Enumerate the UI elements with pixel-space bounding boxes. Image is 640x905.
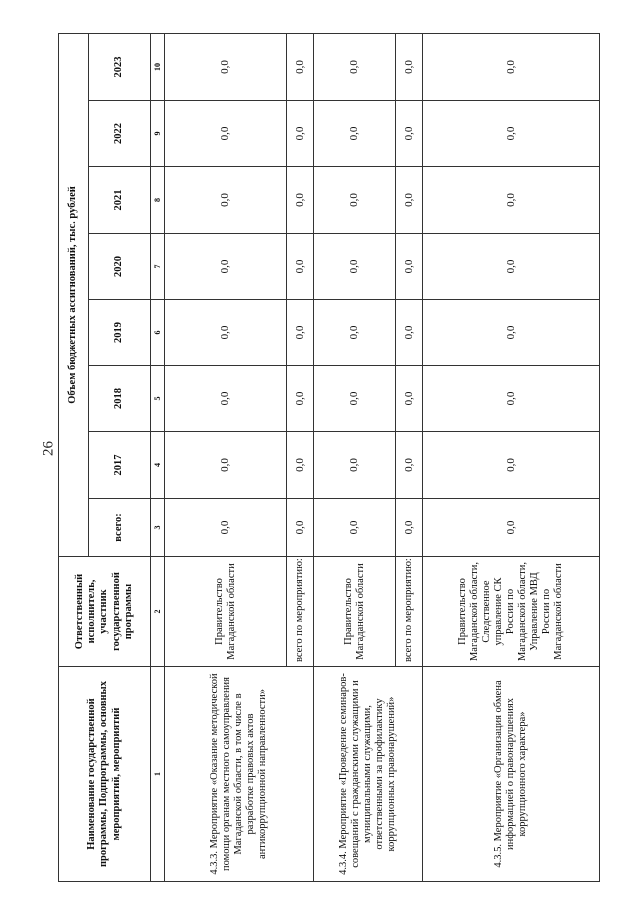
- col-number: 1: [151, 667, 165, 882]
- header-year-2023: 2023: [89, 33, 151, 100]
- total-label: всего по мероприятию:: [287, 557, 314, 667]
- value-2019: 0,0: [423, 300, 600, 366]
- header-year-2019: 2019: [89, 300, 151, 366]
- value-2023: 0,0: [287, 33, 314, 100]
- value-2017: 0,0: [165, 432, 287, 499]
- value-total: 0,0: [287, 499, 314, 557]
- value-2018: 0,0: [165, 366, 287, 432]
- header-name-column: Наименование государственной программы, Подпрограммы, основных мероприятий, мероприятий: [59, 667, 151, 882]
- value-2018: 0,0: [396, 366, 423, 432]
- col-number: 5: [151, 366, 165, 432]
- value-2021: 0,0: [396, 167, 423, 234]
- value-2023: 0,0: [314, 33, 396, 100]
- header-total: всего:: [89, 499, 151, 557]
- value-2021: 0,0: [314, 167, 396, 234]
- table-row: [423, 33, 600, 881]
- activity-name: 4.3.5. Мероприятие «Организация обмена информацией о правонарушениях коррупционного характера»: [423, 667, 600, 882]
- value-2023: 0,0: [423, 33, 600, 100]
- value-total: 0,0: [165, 499, 287, 557]
- activity-name: 4.3.3. Мероприятие «Оказание методической помощи органам местного самоуправления Магаданской области, в том числе в разработке правовых актов антикоррупционной направленности»: [165, 667, 314, 882]
- value-2022: 0,0: [165, 101, 287, 167]
- value-total: 0,0: [423, 499, 600, 557]
- table-row: [314, 33, 396, 881]
- value-2020: 0,0: [396, 234, 423, 300]
- value-2022: 0,0: [396, 101, 423, 167]
- header-year-2021: 2021: [89, 167, 151, 234]
- table-row: [165, 33, 287, 881]
- col-number: 9: [151, 101, 165, 167]
- value-total: 0,0: [396, 499, 423, 557]
- header-year-2020: 2020: [89, 234, 151, 300]
- value-2017: 0,0: [423, 432, 600, 499]
- page-number: 26: [40, 441, 57, 456]
- col-number: 7: [151, 234, 165, 300]
- value-2021: 0,0: [287, 167, 314, 234]
- value-2017: 0,0: [287, 432, 314, 499]
- executor: Правительство Магаданской области, Следственное управление СК России по Магаданской области, Управление МВД России по Магаданской области: [423, 557, 600, 667]
- activity-name: 4.3.4. Мероприятие «Проведение семинаров-совещаний с гражданскими служащими и муниципальными служащими, ответственными за профилактику коррупционных правонарушений»: [314, 667, 423, 882]
- col-number: 2: [151, 557, 165, 667]
- executor: Правительство Магаданской области: [314, 557, 396, 667]
- value-2019: 0,0: [396, 300, 423, 366]
- value-2023: 0,0: [396, 33, 423, 100]
- value-2023: 0,0: [165, 33, 287, 100]
- value-2019: 0,0: [165, 300, 287, 366]
- header-year-2022: 2022: [89, 101, 151, 167]
- value-2020: 0,0: [314, 234, 396, 300]
- budget-table: [58, 33, 600, 882]
- value-2018: 0,0: [314, 366, 396, 432]
- value-2020: 0,0: [287, 234, 314, 300]
- col-number: 10: [151, 33, 165, 100]
- value-2018: 0,0: [287, 366, 314, 432]
- header-executor-column: Ответственный исполнитель, участник государственной программы: [59, 557, 151, 667]
- total-label: всего по мероприятию:: [396, 557, 423, 667]
- value-2022: 0,0: [314, 101, 396, 167]
- value-2018: 0,0: [423, 366, 600, 432]
- header-budget-group: Объем бюджетных ассигнований, тыс. рублей: [59, 33, 89, 556]
- executor: Правительство Магаданской области: [165, 557, 287, 667]
- value-2020: 0,0: [165, 234, 287, 300]
- value-2017: 0,0: [314, 432, 396, 499]
- col-number: 4: [151, 432, 165, 499]
- value-2021: 0,0: [423, 167, 600, 234]
- header-year-2017: 2017: [89, 432, 151, 499]
- value-2019: 0,0: [287, 300, 314, 366]
- value-2019: 0,0: [314, 300, 396, 366]
- value-2017: 0,0: [396, 432, 423, 499]
- value-2022: 0,0: [423, 101, 600, 167]
- col-number: 6: [151, 300, 165, 366]
- value-total: 0,0: [314, 499, 396, 557]
- value-2021: 0,0: [165, 167, 287, 234]
- value-2022: 0,0: [287, 101, 314, 167]
- header-year-2018: 2018: [89, 366, 151, 432]
- value-2020: 0,0: [423, 234, 600, 300]
- rotated-table-container: [58, 34, 599, 882]
- col-number: 8: [151, 167, 165, 234]
- col-number: 3: [151, 499, 165, 557]
